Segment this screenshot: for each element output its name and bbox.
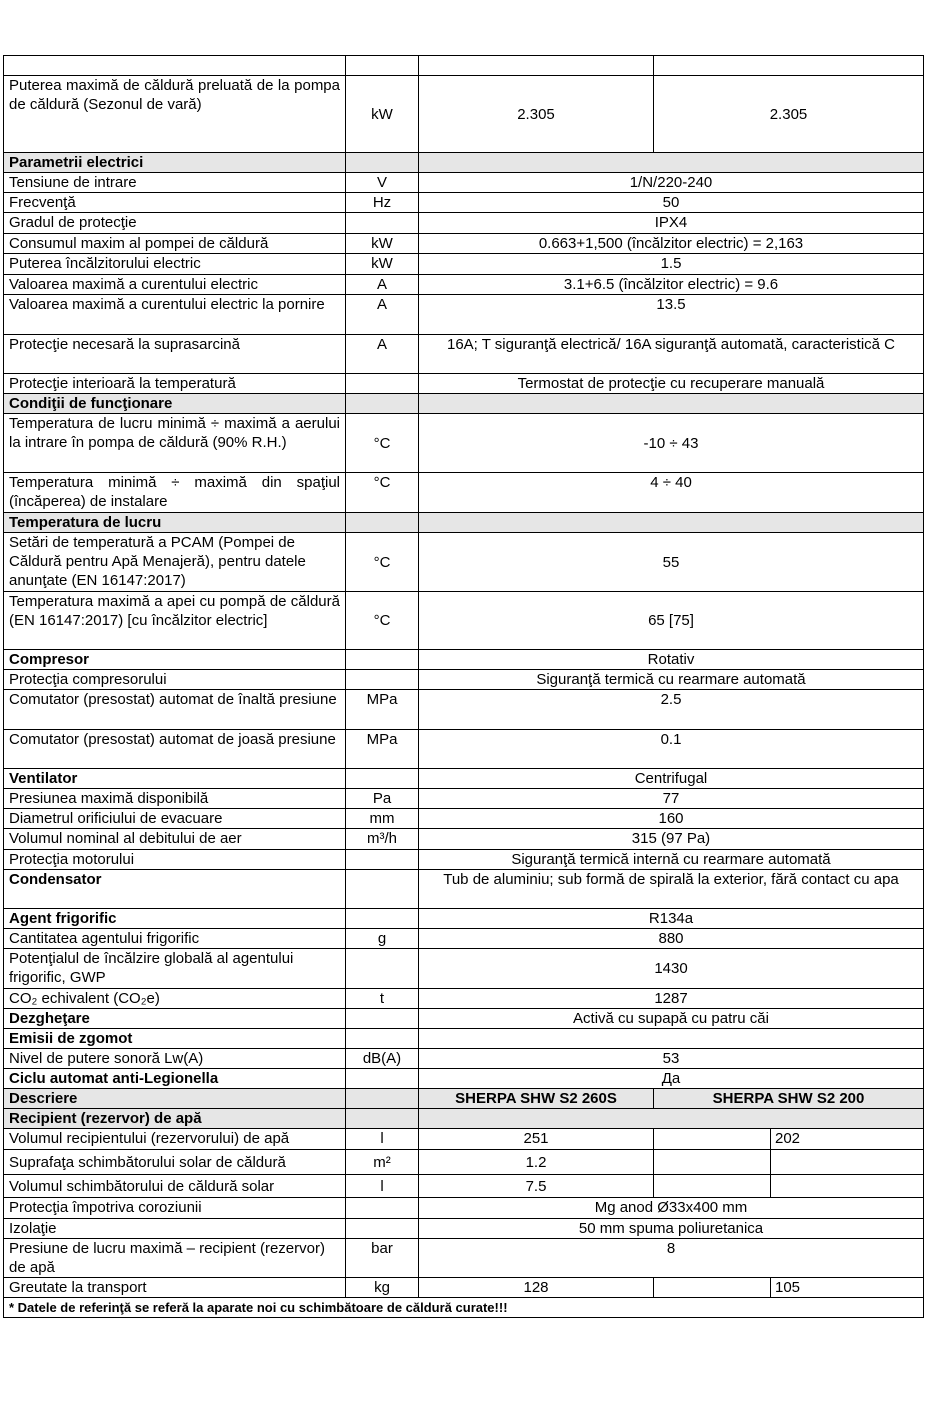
table-row — [4, 213, 924, 234]
param-cell: Compresor — [4, 650, 346, 670]
table-row — [4, 1219, 924, 1239]
unit-cell — [346, 1109, 419, 1129]
unit-cell: dB(A) — [346, 1049, 419, 1069]
param-cell: Volumul recipientului (rezervorului) de apă — [4, 1129, 346, 1150]
value-cell: 4 ÷ 40 — [419, 473, 924, 513]
value-cell: 0.1 — [419, 730, 924, 769]
value-cell: 0.663+1,500 (încălzitor electric) = 2,163 — [419, 234, 924, 254]
value-cell — [419, 1029, 924, 1049]
value-cell-b-left — [654, 1278, 771, 1298]
value-cell: 50 — [419, 193, 924, 213]
value-cell: 2.5 — [419, 690, 924, 730]
param-cell: Consumul maxim al pompei de căldură — [4, 234, 346, 254]
value-cell-b: 105 — [771, 1278, 924, 1298]
table-row — [4, 1239, 924, 1278]
value-cell-b — [771, 1175, 924, 1198]
param-cell: Izolaţie — [4, 1219, 346, 1239]
value-cell: -10 ÷ 43 — [419, 414, 924, 473]
unit-cell: t — [346, 989, 419, 1009]
value-cell — [419, 1109, 924, 1129]
unit-cell: °C — [346, 414, 419, 473]
unit-cell: mm — [346, 809, 419, 829]
value-cell-b: 202 — [771, 1129, 924, 1150]
section-header-row — [4, 1109, 924, 1129]
spec-table-body — [4, 56, 924, 1318]
value-cell: Да — [419, 1069, 924, 1089]
value-cell-a: 7.5 — [419, 1175, 654, 1198]
param-cell: Ciclu automat anti-Legionella — [4, 1069, 346, 1089]
value-cell: Mg anod Ø33x400 mm — [419, 1198, 924, 1219]
table-row — [4, 650, 924, 670]
value-cell-b-left — [654, 1129, 771, 1150]
value-cell: Centrifugal — [419, 769, 924, 789]
value-cell: R134a — [419, 909, 924, 929]
value-cell: Siguranţă termică internă cu rearmare automată — [419, 850, 924, 870]
param-cell: Emisii de zgomot — [4, 1029, 346, 1049]
unit-cell: A — [346, 295, 419, 335]
table-row — [4, 949, 924, 989]
unit-cell — [346, 1009, 419, 1029]
value-cell: 8 — [419, 1239, 924, 1278]
table-row — [4, 850, 924, 870]
unit-cell — [346, 870, 419, 909]
value-cell: 53 — [419, 1049, 924, 1069]
table-row — [4, 870, 924, 909]
table-row — [4, 769, 924, 789]
table-row — [4, 1198, 924, 1219]
param-cell: Temperatura maximă a apei cu pompă de căldură (EN 16147:2017) [cu încălzitor electric] — [4, 592, 346, 650]
table-row — [4, 592, 924, 650]
unit-cell — [346, 394, 419, 414]
table-row — [4, 1089, 924, 1109]
unit-cell — [346, 374, 419, 394]
section-title: Temperatura de lucru — [4, 513, 346, 533]
unit-cell — [346, 650, 419, 670]
value-cell: 1/N/220-240 — [419, 173, 924, 193]
value-cell-b-left — [654, 1175, 771, 1198]
param-cell: Protecţia împotriva coroziunii — [4, 1198, 346, 1219]
section-header-row — [4, 394, 924, 414]
param-cell: Valoarea maximă a curentului electric la pornire — [4, 295, 346, 335]
table-row — [4, 473, 924, 513]
value-cell: 77 — [419, 789, 924, 809]
value-cell: 160 — [419, 809, 924, 829]
value-cell-a: 251 — [419, 1129, 654, 1150]
param-cell: Protecţia compresorului — [4, 670, 346, 690]
value-cell: Termostat de protecţie cu recuperare manuală — [419, 374, 924, 394]
unit-cell — [346, 850, 419, 870]
value-cell: 1430 — [419, 949, 924, 989]
unit-cell: kg — [346, 1278, 419, 1298]
param-cell: Protecţie necesară la suprasarcină — [4, 335, 346, 374]
unit-cell — [346, 153, 419, 173]
table-row — [4, 829, 924, 850]
table-row — [4, 173, 924, 193]
table-row — [4, 789, 924, 809]
value-cell: 50 mm spuma poliuretanica — [419, 1219, 924, 1239]
unit-cell — [346, 1029, 419, 1049]
unit-cell — [346, 1219, 419, 1239]
value-cell: Activă cu supapă cu patru căi — [419, 1009, 924, 1029]
param-cell: Presiunea maximă disponibilă — [4, 789, 346, 809]
value-cell — [419, 394, 924, 414]
table-row — [4, 76, 924, 153]
unit-cell: °C — [346, 473, 419, 513]
table-row — [4, 56, 924, 76]
value-cell — [419, 56, 654, 76]
value-cell-b-left — [654, 1150, 771, 1175]
footnote-text: * Datele de referinţă se referă la aparate noi cu schimbătoare de căldură curate!!! — [4, 1298, 924, 1318]
value-cell — [654, 56, 924, 76]
table-row — [4, 909, 924, 929]
param-cell: Setări de temperatură a PCAM (Pompei de Căldură pentru Apă Menajeră), pentru datele anunţate (EN 16147:2017) — [4, 533, 346, 592]
unit-cell: bar — [346, 1239, 419, 1278]
table-row — [4, 533, 924, 592]
param-cell: Dezgheţare — [4, 1009, 346, 1029]
table-row — [4, 1278, 924, 1298]
unit-cell — [346, 769, 419, 789]
value-cell-b: 2.305 — [654, 76, 924, 153]
value-cell-b — [771, 1150, 924, 1175]
value-cell: Tub de aluminiu; sub formă de spirală la exterior, fără contact cu apa — [419, 870, 924, 909]
param-cell — [4, 56, 346, 76]
param-cell: Condensator — [4, 870, 346, 909]
table-row — [4, 1049, 924, 1069]
unit-cell: Pa — [346, 789, 419, 809]
table-row — [4, 1175, 924, 1198]
value-cell: 880 — [419, 929, 924, 949]
table-row — [4, 374, 924, 394]
value-cell-a: 128 — [419, 1278, 654, 1298]
table-row — [4, 295, 924, 335]
param-cell: Nivel de putere sonoră Lw(A) — [4, 1049, 346, 1069]
unit-cell: kW — [346, 234, 419, 254]
unit-cell: MPa — [346, 690, 419, 730]
param-cell: Temperatura minimă ÷ maximă din spaţiul (încăperea) de instalare — [4, 473, 346, 513]
table-row — [4, 730, 924, 769]
param-cell: Puterea maximă de căldură preluată de la pompa de căldură (Sezonul de vară) — [4, 76, 346, 153]
unit-cell: Hz — [346, 193, 419, 213]
table-row — [4, 414, 924, 473]
param-cell: Agent frigorific — [4, 909, 346, 929]
param-cell: Cantitatea agentului frigorific — [4, 929, 346, 949]
param-cell: Diametrul orificiului de evacuare — [4, 809, 346, 829]
section-title: Recipient (rezervor) de apă — [4, 1109, 346, 1129]
param-cell: Ventilator — [4, 769, 346, 789]
param-cell: Gradul de protecţie — [4, 213, 346, 234]
table-row — [4, 670, 924, 690]
value-cell: Rotativ — [419, 650, 924, 670]
unit-cell — [346, 909, 419, 929]
table-row — [4, 690, 924, 730]
unit-cell: MPa — [346, 730, 419, 769]
unit-cell: A — [346, 335, 419, 374]
section-title: Parametrii electrici — [4, 153, 346, 173]
value-cell-a: 2.305 — [419, 76, 654, 153]
value-cell: 3.1+6.5 (încălzitor electric) = 9.6 — [419, 275, 924, 295]
unit-cell: m³/h — [346, 829, 419, 850]
section-title: Condiţii de funcţionare — [4, 394, 346, 414]
unit-cell: °C — [346, 533, 419, 592]
param-cell: Temperatura de lucru minimă ÷ maximă a aerului la intrare în pompa de căldură (90% R.H.) — [4, 414, 346, 473]
param-cell: Comutator (presostat) automat de joasă presiune — [4, 730, 346, 769]
unit-cell: kW — [346, 254, 419, 275]
section-header-row — [4, 153, 924, 173]
table-row — [4, 989, 924, 1009]
param-cell: Frecvenţă — [4, 193, 346, 213]
unit-cell: l — [346, 1129, 419, 1150]
value-cell — [419, 513, 924, 533]
model-b-header: SHERPA SHW S2 200 — [654, 1089, 924, 1109]
footnote-row — [4, 1298, 924, 1318]
value-cell: 13.5 — [419, 295, 924, 335]
table-row — [4, 809, 924, 829]
table-row — [4, 335, 924, 374]
table-row — [4, 1129, 924, 1150]
param-cell: Comutator (presostat) automat de înaltă presiune — [4, 690, 346, 730]
param-cell: Puterea încălzitorului electric — [4, 254, 346, 275]
value-cell-a: 1.2 — [419, 1150, 654, 1175]
param-cell: Tensiune de intrare — [4, 173, 346, 193]
table-row — [4, 1029, 924, 1049]
table-row — [4, 1009, 924, 1029]
table-row — [4, 234, 924, 254]
table-row — [4, 1150, 924, 1175]
section-header-row — [4, 513, 924, 533]
unit-cell: g — [346, 929, 419, 949]
unit-cell — [346, 1198, 419, 1219]
param-cell: Volumul nominal al debitului de aer — [4, 829, 346, 850]
table-row — [4, 1069, 924, 1089]
unit-cell: A — [346, 275, 419, 295]
table-row — [4, 929, 924, 949]
unit-cell — [346, 1069, 419, 1089]
param-cell: Suprafaţa schimbătorului solar de căldură — [4, 1150, 346, 1175]
unit-cell: V — [346, 173, 419, 193]
value-cell: 16A; T siguranţă electrică/ 16A siguranţă automată, caracteristică C — [419, 335, 924, 374]
unit-cell — [346, 1089, 419, 1109]
value-cell — [419, 153, 924, 173]
table-row — [4, 275, 924, 295]
unit-cell: l — [346, 1175, 419, 1198]
value-cell: Siguranţă termică cu rearmare automată — [419, 670, 924, 690]
unit-cell: m² — [346, 1150, 419, 1175]
param-cell: Protecţia motorului — [4, 850, 346, 870]
table-row — [4, 254, 924, 275]
param-cell: Volumul schimbătorului de căldură solar — [4, 1175, 346, 1198]
value-cell: IPX4 — [419, 213, 924, 234]
unit-cell — [346, 670, 419, 690]
unit-cell: kW — [346, 76, 419, 153]
unit-cell — [346, 513, 419, 533]
param-cell: CO₂ echivalent (CO₂e) — [4, 989, 346, 1009]
model-a-header: SHERPA SHW S2 260S — [419, 1089, 654, 1109]
unit-cell — [346, 213, 419, 234]
param-cell: Valoarea maximă a curentului electric — [4, 275, 346, 295]
param-cell: Presiune de lucru maximă – recipient (rezervor) de apă — [4, 1239, 346, 1278]
value-cell: 1287 — [419, 989, 924, 1009]
param-cell: Greutate la transport — [4, 1278, 346, 1298]
unit-cell: °C — [346, 592, 419, 650]
spec-table — [3, 55, 924, 1318]
unit-cell — [346, 949, 419, 989]
value-cell: 55 — [419, 533, 924, 592]
value-cell: 1.5 — [419, 254, 924, 275]
param-cell: Descriere — [4, 1089, 346, 1109]
value-cell: 315 (97 Pa) — [419, 829, 924, 850]
table-row — [4, 193, 924, 213]
value-cell: 65 [75] — [419, 592, 924, 650]
unit-cell — [346, 56, 419, 76]
param-cell: Protecţie interioară la temperatură — [4, 374, 346, 394]
param-cell: Potenţialul de încălzire globală al agentului frigorific, GWP — [4, 949, 346, 989]
